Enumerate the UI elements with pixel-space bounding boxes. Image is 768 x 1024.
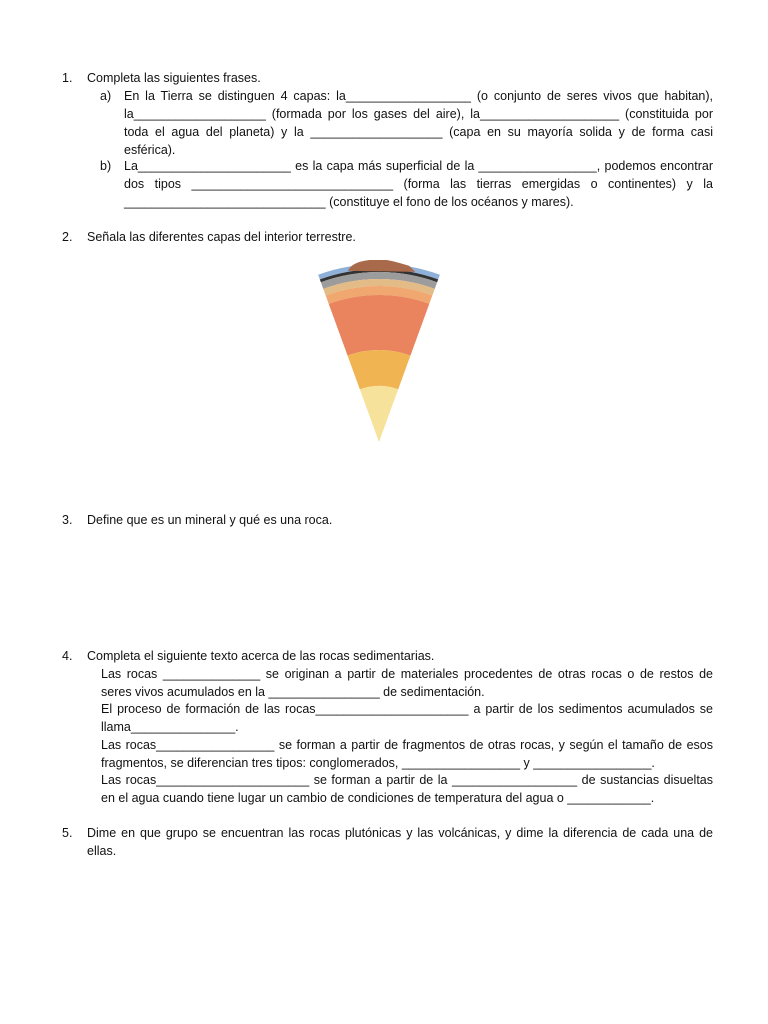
earth-layers-diagram	[314, 260, 444, 442]
inner-core-layer	[360, 386, 398, 442]
question-4-paragraph-1: Las rocas ______________ se originan a partir de materiales procedentes de otras rocas o de restos de seres vivos acumulados en la ________________ de sedimentación.	[101, 667, 713, 699]
question-title: Completa el siguiente texto acerca de las rocas sedimentarias.	[87, 649, 435, 663]
question-title: Define que es un mineral y qué es una roca.	[87, 513, 333, 527]
question-title: Señala las diferentes capas del interior terrestre.	[87, 230, 356, 244]
question-1b-text: La______________________ es la capa más superficial de la _________________, podemos encontrar dos tipos _____________________________ (forma las tierras emergidas o continentes) y la _____________________________ (constituye el fono de los océanos y mares).	[124, 159, 713, 209]
mantle-layer	[329, 295, 430, 356]
question-number: 5.	[62, 826, 73, 840]
sub-letter: b)	[100, 159, 112, 173]
question-number: 3.	[62, 513, 73, 527]
question-number: 2.	[62, 230, 73, 244]
question-number: 4.	[62, 649, 73, 663]
question-number: 1.	[62, 71, 73, 85]
question-4-paragraph-3: Las rocas_________________ se forman a partir de fragmentos de otras rocas, y según el tamaño de esos fragmentos, se diferencian tres tipos: conglomerados, _________________ y _________________.	[101, 738, 713, 770]
sub-letter: a)	[100, 89, 112, 103]
question-title: Completa las siguientes frases.	[87, 71, 261, 85]
question-title: Dime en que grupo se encuentran las rocas plutónicas y las volcánicas, y dime la diferencia de cada una de ellas.	[87, 826, 713, 858]
question-4-paragraph-2: El proceso de formación de las rocas______________________ a partir de los sedimentos acumulados se llama_______________.	[101, 702, 713, 734]
outer-core-layer	[348, 350, 411, 389]
question-4-paragraph-4: Las rocas______________________ se forman a partir de la __________________ de sustancias disueltas en el agua cuando tiene lugar un cambio de condiciones de temperatura del agua o ____________.	[101, 773, 713, 805]
continent-landmass	[348, 260, 415, 272]
question-1a-text: En la Tierra se distinguen 4 capas: la__________________ (o conjunto de seres vivos que habitan), la___________________ (formada por los gases del aire), la____________________ (constituida por toda el agua del planeta) y la ___________________ (capa en su mayoría solida y de forma casi esférica).	[124, 89, 713, 157]
